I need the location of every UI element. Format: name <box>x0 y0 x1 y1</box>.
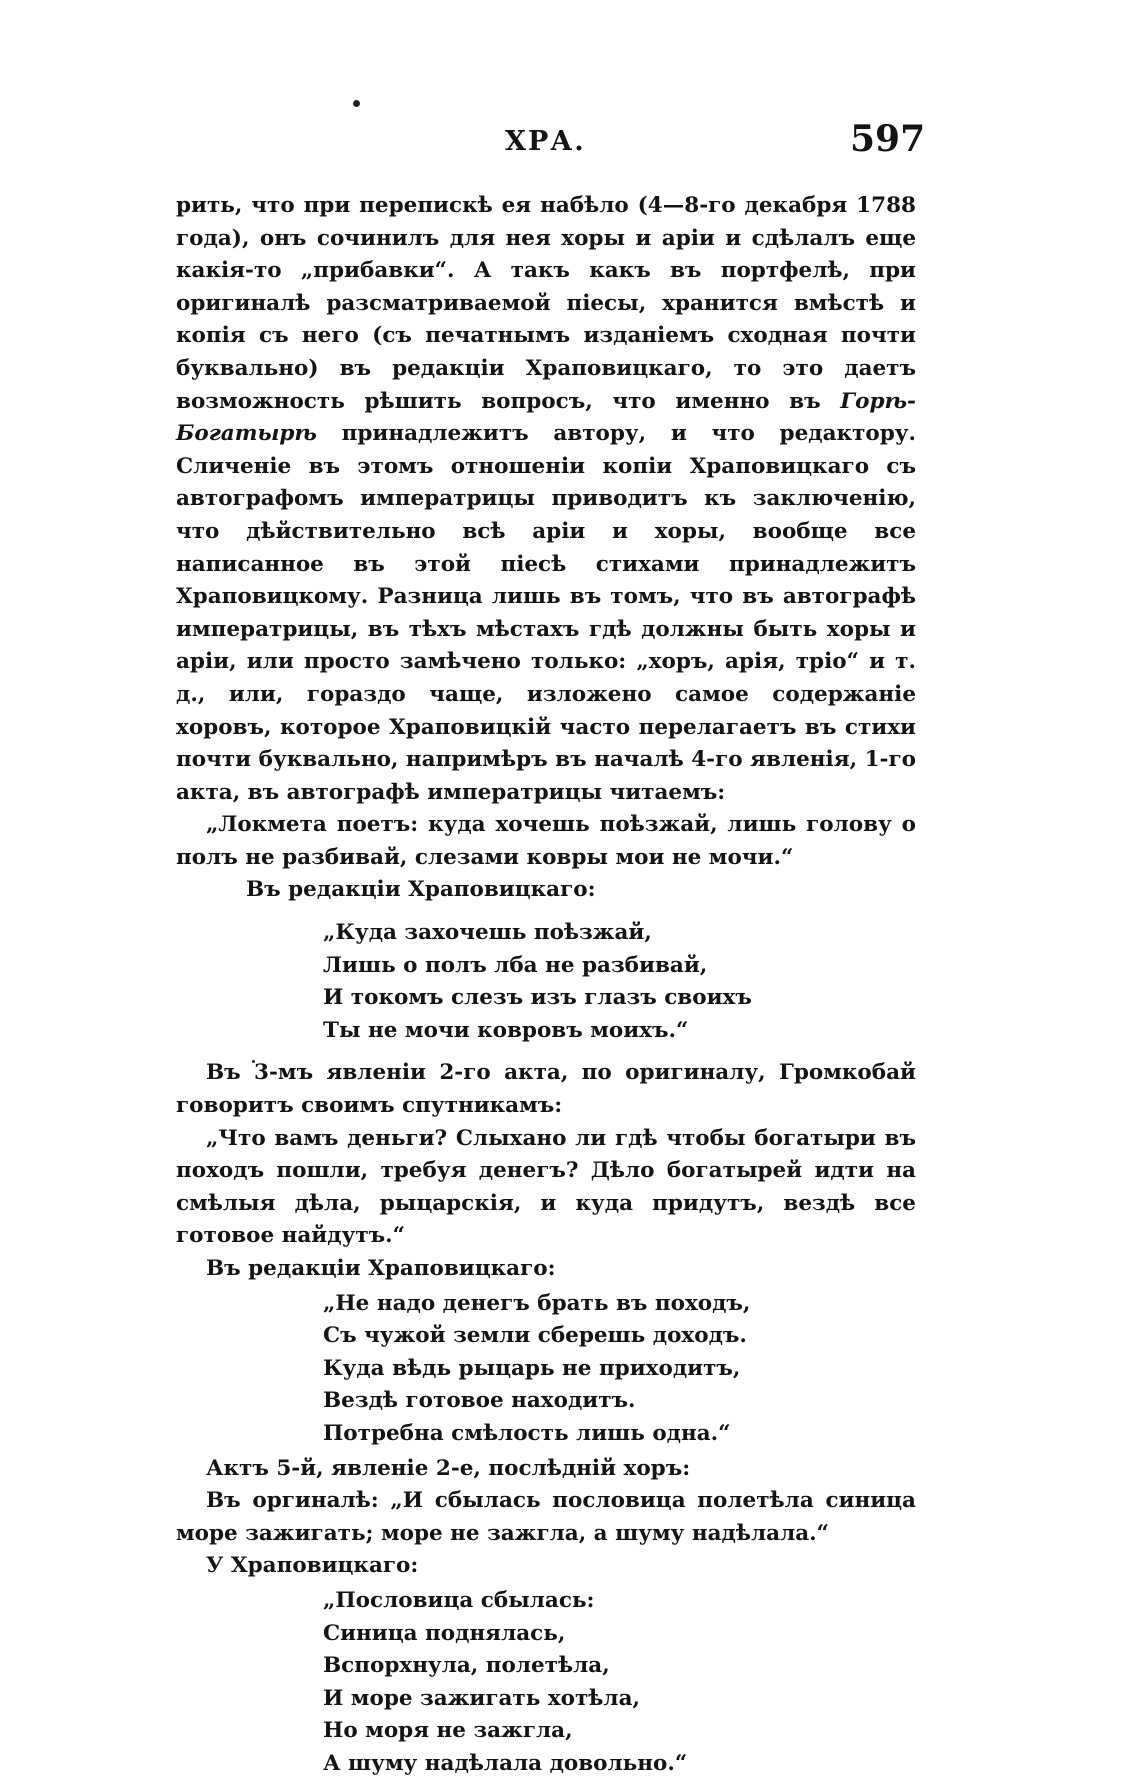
paragraph-intro-tail: принадлежитъ автору, и что редактору. Сличеніе въ этомъ отношеніи копіи Храповицкаго съ автографомъ императрицы приводитъ къ заключенію, что дѣйствительно всѣ аріи и хоры, вообще все написанное въ этой піесѣ стихами принадлежитъ Храповицкому. Разница лишь въ томъ, что въ автографѣ императрицы, въ тѣхъ мѣстахъ гдѣ должны быть хоры и аріи, или просто замѣчено только: „хоръ, арія, тріо“ и т. д., или, гораздо чаще, изложено самое содержаніе хоровъ, которое Храповицкій часто перелагаетъ въ стихи почти буквально, напримѣръ въ началѣ 4-го явленія, 1-го акта, въ автографѣ императрицы читаемъ: <box>176 421 916 805</box>
verse-line: „Куда захочешь поѣзжай, <box>323 920 652 946</box>
verse-line: Ты не мочи ковровъ моихъ.“ <box>323 1017 689 1043</box>
verse-line: Синица поднялась, <box>323 1620 566 1646</box>
verse-3 <box>323 1585 916 1781</box>
verse-1 <box>323 917 916 1047</box>
verse-line: „Пословица сбылась: <box>323 1587 595 1613</box>
paragraph-act2: Въ 3-мъ явленіи 2-го акта, по оригиналу, Громкобай говоритъ своимъ спутникамъ: <box>176 1060 916 1119</box>
page-number: 597 <box>850 118 926 160</box>
ink-speck <box>353 100 360 107</box>
redaction-label-2: Въ редакціи Храповицкаго: <box>206 1256 556 1281</box>
verse-2 <box>323 1288 916 1451</box>
verse-line: А шуму надѣлала довольно.“ <box>323 1750 688 1776</box>
verse-line: Но моря не зажгла, <box>323 1718 573 1744</box>
verse-line: И море зажигать хотѣла, <box>323 1685 640 1711</box>
page-header <box>0 118 1140 168</box>
original-quote-3: Въ оргиналѣ: „И сбылась пословица полетѣла синица море зажигать; море не зажгла, а шуму надѣлала.“ <box>176 1488 916 1546</box>
verse-line: И токомъ слезъ изъ глазъ своихъ <box>323 985 752 1011</box>
page-body <box>176 190 916 1791</box>
verse-line: Потребна смѣлость лишь одна.“ <box>323 1420 731 1446</box>
paragraph-act5: Актъ 5-й, явленіе 2-е, послѣдній хоръ: <box>206 1455 691 1481</box>
verse-line: Съ чужой земли сберешь доходъ. <box>323 1323 747 1349</box>
verse-line: Лишь о полъ лба не разбивай, <box>323 952 708 978</box>
paragraph-intro <box>176 190 916 809</box>
verse-line: Вездѣ готовое находитъ. <box>323 1388 636 1414</box>
redaction-label-1: Въ редакціи Храповицкаго: <box>246 877 596 903</box>
verse-line: Вспорхнула, полетѣла, <box>323 1653 610 1679</box>
verse-line: „Не надо денегъ брать въ походъ, <box>323 1290 751 1316</box>
redaction-label-3: У Храповицкаго: <box>206 1553 419 1579</box>
original-quote-1: „Локмета поетъ: куда хочешь поѣзжай, лишь голову о полъ не разбивай, слезами ковры мои не мочи.“ <box>176 812 916 870</box>
verse-line: Куда вѣдь рыцарь не приходитъ, <box>323 1355 741 1381</box>
paragraph-intro-text: рить, что при перепискѣ ея набѣло (4—8-го декабря 1788 года), онъ сочинилъ для нея хоры и аріи и сдѣлалъ еще какія-то „прибавки“. А такъ какъ въ портфелѣ, при оригиналѣ разсматриваемой піесы, хранится вмѣстѣ и копія съ него (съ печатнымъ изданіемъ сходная почти буквально) въ редакціи Храповицкаго, то это даетъ возможность рѣшить вопросъ, что именно въ <box>176 193 916 414</box>
play-title: Горѣ-Богатырѣ <box>176 388 916 447</box>
running-head: ХРА. <box>505 126 586 157</box>
original-quote-2: „Что вамъ деньги? Слыхано ли гдѣ чтобы богатыри въ походъ пошли, требуя денегъ? Дѣло богатырей идти на смѣлыя дѣла, рыцарскія, и куда придутъ, вездѣ все готовое найдутъ.“ <box>176 1125 916 1249</box>
